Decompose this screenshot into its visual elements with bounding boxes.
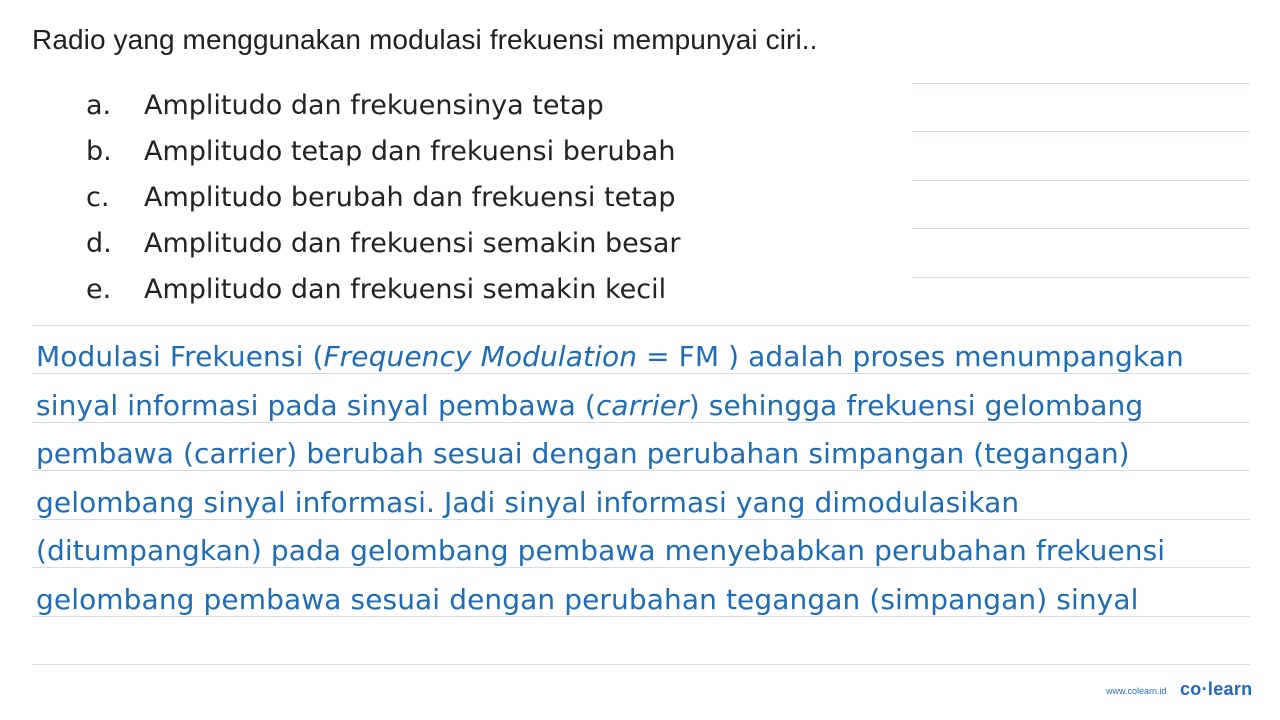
ruled-line (912, 131, 1250, 132)
ruled-line (32, 422, 1250, 423)
option-e (86, 274, 666, 314)
option-text: Amplitudo berubah dan frekuensi tetap (144, 182, 676, 213)
explanation-line-4: gelombang sinyal informasi. Jadi sinyal informasi yang dimodulasikan (36, 486, 1020, 519)
ruled-line (32, 470, 1250, 471)
ruled-line (32, 567, 1250, 568)
colearn-logo: co·learn (1180, 679, 1253, 699)
ruled-line (32, 325, 1250, 326)
option-letter: a. (86, 90, 112, 121)
ruled-line (32, 616, 1250, 617)
option-letter: d. (86, 228, 112, 259)
ruled-line (912, 83, 1250, 84)
explanation-text: Modulasi Frekuensi ( (36, 340, 324, 373)
explanation-italic-term: Frequency Modulation (323, 340, 638, 373)
explanation-line-2 (36, 389, 1143, 422)
ruled-line (32, 519, 1250, 520)
option-letter: b. (86, 136, 112, 167)
question-text: Radio yang menggunakan modulasi frekuensi mempunyai ciri.. (32, 24, 818, 55)
footer-url: www.colearn.id (1106, 686, 1167, 696)
option-text: Amplitudo tetap dan frekuensi berubah (144, 136, 676, 167)
option-text: Amplitudo dan frekuensi semakin besar (144, 228, 681, 259)
ruled-line (912, 228, 1250, 229)
explanation-line-6: gelombang pembawa sesuai dengan perubahan tegangan (simpangan) sinyal (36, 583, 1139, 616)
option-letter: e. (86, 274, 112, 305)
option-c (86, 182, 675, 222)
ruled-line (32, 664, 1250, 665)
explanation-text: sinyal informasi pada sinyal pembawa ( (36, 389, 596, 422)
explanation-line-3: pembawa (carrier) berubah sesuai dengan perubahan simpangan (tegangan) (36, 437, 1130, 470)
ruled-line (912, 277, 1250, 278)
option-text: Amplitudo dan frekuensi semakin kecil (144, 274, 667, 305)
option-d (86, 228, 680, 268)
explanation-line-1 (36, 340, 1184, 373)
option-letter: c. (86, 182, 110, 213)
option-text: Amplitudo dan frekuensinya tetap (144, 90, 604, 121)
explanation-italic-term: carrier (595, 389, 689, 422)
ruled-line (32, 373, 1250, 374)
option-b (86, 136, 675, 176)
ruled-line (912, 180, 1250, 181)
explanation-text: ) sehingga frekuensi gelombang (688, 389, 1144, 422)
explanation-text: = FM ) adalah proses menumpangkan (637, 340, 1184, 373)
option-a (86, 90, 604, 130)
explanation-line-5: (ditumpangkan) pada gelombang pembawa menyebabkan perubahan frekuensi (36, 534, 1166, 567)
